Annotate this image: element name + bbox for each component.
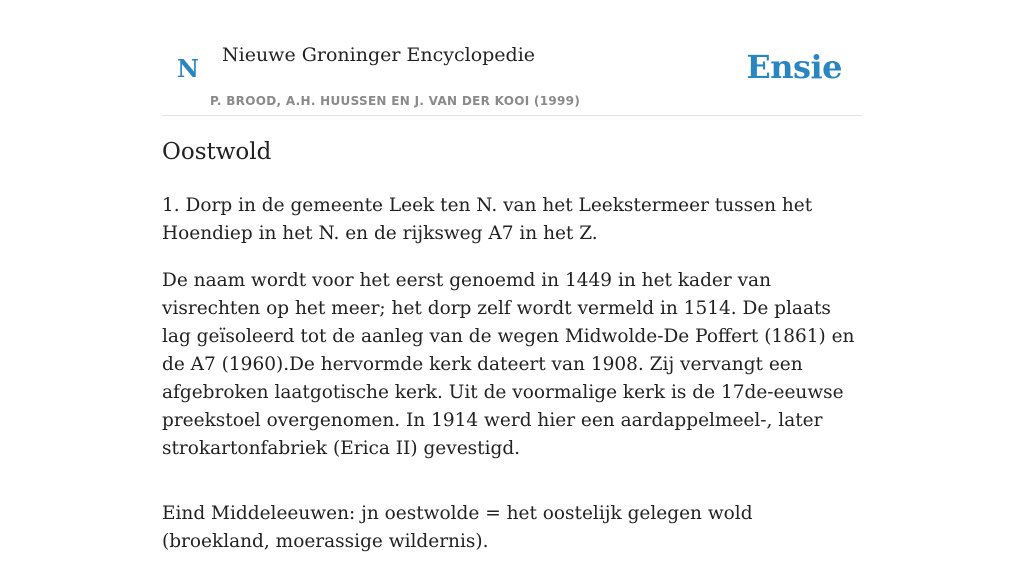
- book-logo[interactable]: N: [177, 54, 199, 83]
- entry-paragraph: De naam wordt voor het eerst genoemd in 1449 in het kader van visrechten op het meer; het dorp zelf wordt vermeld in 1514. De plaats lag geïsoleerd tot de aanleg van de wegen Midwolde-De Poffert (1861) en de A7 (1960).De hervormde kerk dateert van 1908. Zij vervangt een afgebroken laatgotische kerk. Uit de voormalige kerk is de 17de-eeuwse preekstoel overgenomen. In 1914 werd hier een aardappelmeel-, later strokartonfabriek (Erica II) gevestigd.: [162, 270, 855, 459]
- entry-body: [162, 192, 862, 575]
- book-header: [162, 0, 862, 116]
- page-container: [162, 0, 862, 552]
- entry-title: Oostwold: [162, 139, 272, 165]
- entry-paragraph: 1. Dorp in de gemeente Leek ten N. van het Leekstermeer tussen het Hoendiep in het N. en de rijksweg A7 in het Z.: [162, 195, 813, 244]
- book-title[interactable]: Nieuwe Groninger Encyclopedie: [222, 44, 536, 66]
- book-authors: P. BROOD, A.H. HUUSSEN EN J. VAN DER KOOI (1999): [210, 94, 581, 108]
- entry-paragraph: Eind Middeleeuwen: jn oestwolde = het oostelijk gelegen wold (broekland, moerassige wildernis).: [162, 503, 753, 552]
- brand-logo[interactable]: Ensie: [746, 48, 842, 86]
